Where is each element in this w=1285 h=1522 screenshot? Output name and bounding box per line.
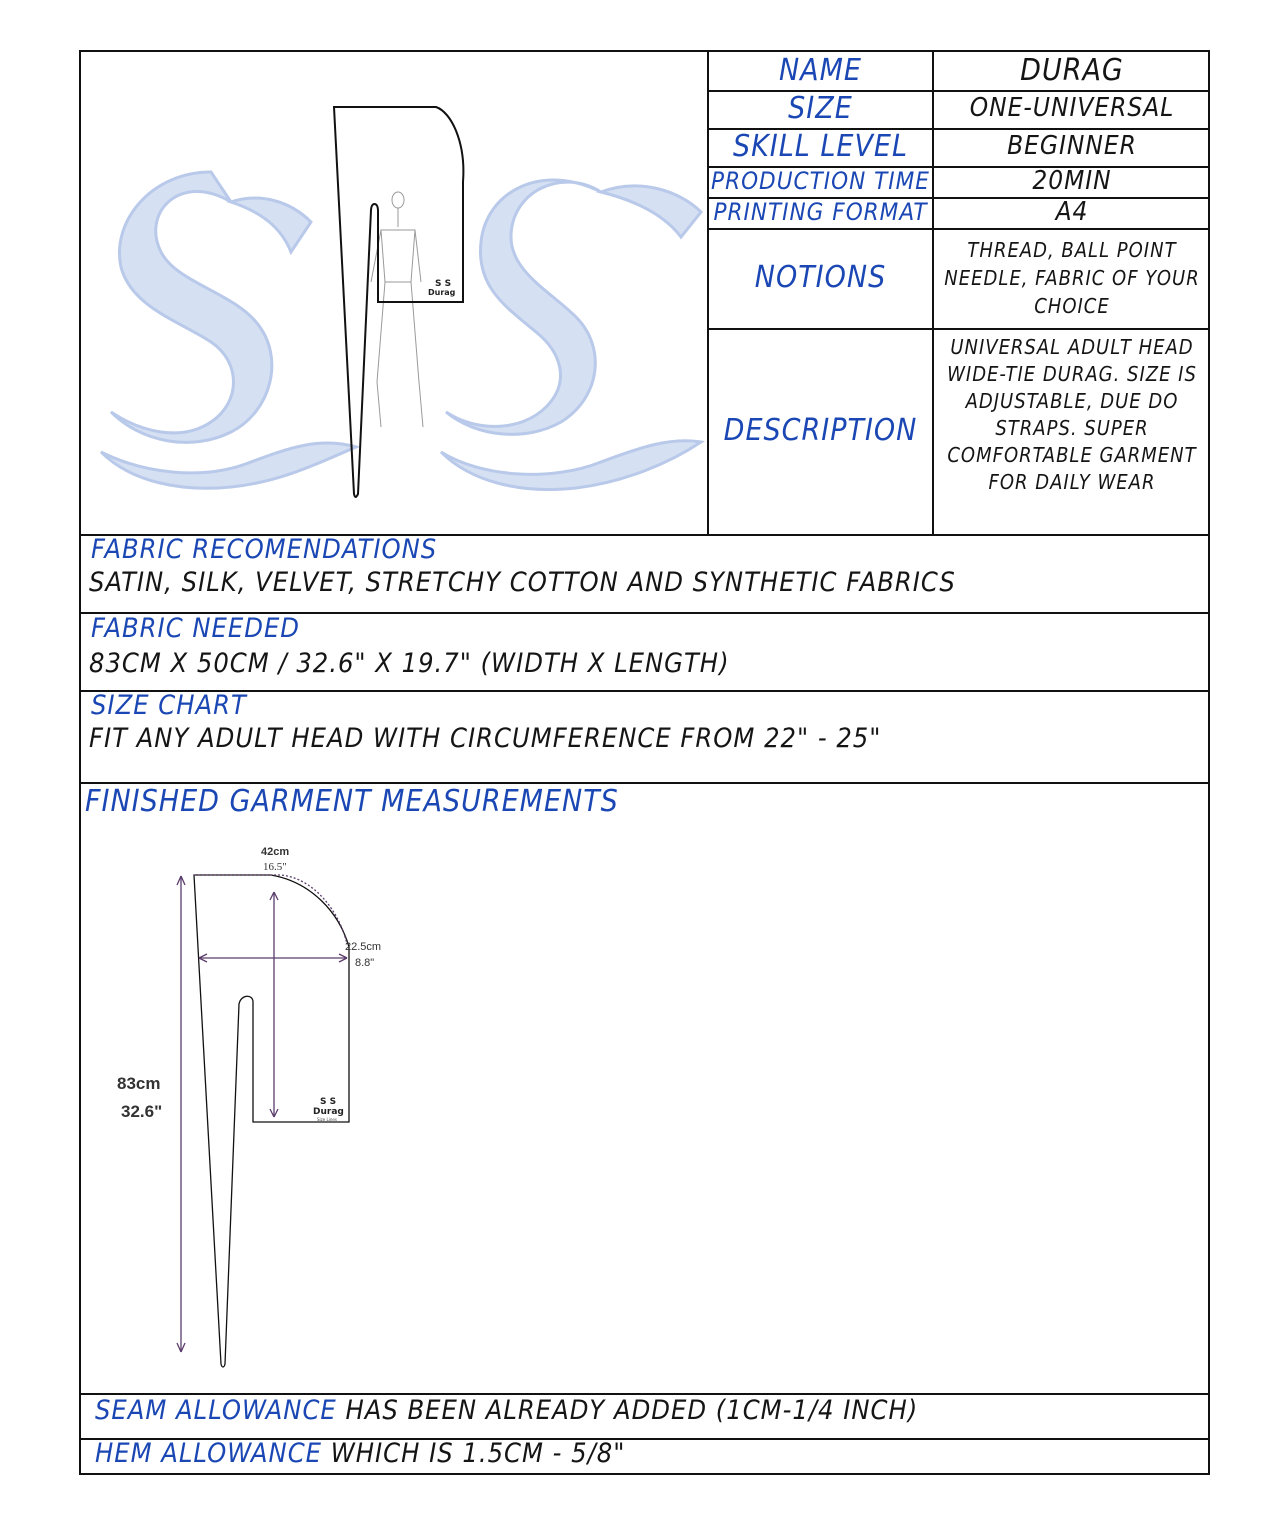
top-width-dotted-line xyxy=(194,875,347,944)
hem-allowance-line xyxy=(95,1438,625,1469)
notions-value: THREAD, BALL POINT NEEDLE, FABRIC OF YOUR CHOICE xyxy=(944,238,1200,318)
pattern-brand-label: Durag xyxy=(313,1107,344,1117)
top-width-cm: 42cm xyxy=(261,846,290,858)
finished-measurements-title: FINISHED GARMENT MEASUREMENTS xyxy=(85,784,619,819)
seam-allowance-line xyxy=(95,1395,918,1426)
fabric-needed-text: 83CM X 50CM / 32.6" X 19.7" (WIDTH X LENGTH) xyxy=(89,648,730,679)
fabric-recommendations-text: SATIN, SILK, VELVET, STRETCHY COTTON AND SYNTHETIC FABRICS xyxy=(89,567,956,598)
skill-level-value: BEGINNER xyxy=(1007,131,1137,162)
pattern-outline-preview xyxy=(334,107,463,497)
top-width-in: 16.5" xyxy=(263,861,287,873)
seam-allowance-text: HAS BEEN ALREADY ADDED (1CM-1/4 INCH) xyxy=(336,1395,919,1426)
pattern-preview-svg xyxy=(81,52,707,534)
size-chart-title: SIZE CHART xyxy=(91,690,247,721)
pattern-preview xyxy=(81,52,707,534)
section-line xyxy=(81,690,1208,692)
description-label: DESCRIPTION xyxy=(723,413,918,449)
pattern-sub-label: Size Lines xyxy=(317,1117,337,1122)
length-cm: 83cm xyxy=(117,1074,161,1093)
preview-brand-label: Durag xyxy=(428,288,456,297)
name-label: NAME xyxy=(779,53,862,89)
production-time-label: PRODUCTION TIME xyxy=(711,166,930,195)
measurement-diagram xyxy=(81,812,481,1412)
notions-label: NOTIONS xyxy=(754,260,887,296)
seam-allowance-label: SEAM ALLOWANCE xyxy=(95,1395,337,1426)
size-label: SIZE xyxy=(788,91,853,127)
hem-allowance-text: WHICH IS 1.5CM - 5/8" xyxy=(322,1438,626,1469)
printing-format-label: PRINTING FORMAT xyxy=(713,197,928,226)
printing-format-value: A4 xyxy=(1055,196,1089,227)
skill-level-label: SKILL LEVEL xyxy=(732,129,909,165)
length-in: 32.6" xyxy=(121,1102,163,1121)
preview-logo-mark: S S xyxy=(435,279,452,289)
pattern-sheet xyxy=(79,50,1210,1475)
pattern-logo-mark: S S xyxy=(320,1097,337,1107)
description-value: UNIVERSAL ADULT HEAD WIDE-TIE DURAG. SIZE IS ADJUSTABLE, DUE DO STRAPS. SUPER COMFORTABLE GARMENT FOR DAILY WEAR xyxy=(947,335,1197,494)
name-value: DURAG xyxy=(1020,53,1124,89)
width-in: 8.8" xyxy=(355,957,375,969)
hem-allowance-label: HEM ALLOWANCE xyxy=(95,1438,323,1469)
size-chart-text: FIT ANY ADULT HEAD WITH CIRCUMFERENCE FROM 22" - 25" xyxy=(89,723,882,754)
production-time-value: 20MIN xyxy=(1032,165,1112,196)
size-value: ONE-UNIVERSAL xyxy=(969,93,1175,124)
fabric-needed-title: FABRIC NEEDED xyxy=(91,613,301,644)
brand-watermark-logo xyxy=(101,172,701,490)
fabric-recommendations-title: FABRIC RECOMENDATIONS xyxy=(91,534,438,565)
width-cm: 22.5cm xyxy=(345,941,382,953)
